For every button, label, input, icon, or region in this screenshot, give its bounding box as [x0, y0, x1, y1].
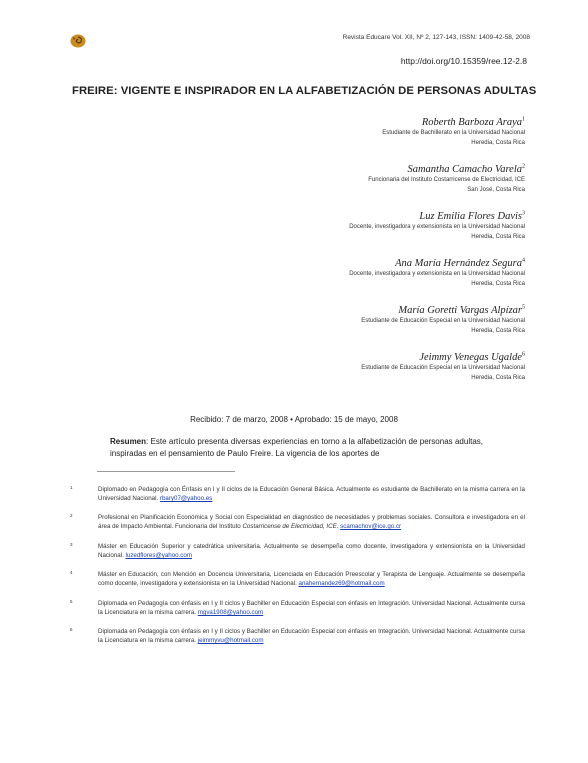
author-name: Jeimmy Venegas Ugalde$^6$ — [419, 351, 525, 363]
footnote-number: 3 — [70, 542, 73, 547]
abstract-label: Resumen — [110, 437, 147, 446]
author-location: Heredia, Costa Rica — [471, 327, 525, 334]
email-link[interactable]: luzedflores@yahoo.com — [125, 552, 192, 560]
author-block — [361, 304, 525, 336]
footnote-text: Máster en Educación Superior y catedrática universitaria. Actualmente se desempeña como docente, investigadora y extensionista en la Universidad Nacional. luzedflores@yahoo.com — [98, 543, 525, 560]
footnote-text: Diplomada en Pedagogía con énfasis en I y II ciclos y Bachiller en Educación Especial con énfasis en Integración. Universidad Nacional. Actualmente cursa la Licenciatura en la misma carrera. jeimmyvu@hotmail.com — [98, 628, 525, 645]
author-affiliation: Estudiante de Bachillerato en la Universidad Nacional — [382, 130, 525, 136]
footnote-number: 6 — [70, 627, 73, 632]
author-block — [349, 210, 525, 242]
author-name: Ana María Hernández Segura$^4$ — [395, 257, 525, 269]
email-link[interactable]: mgva1908@yahoo.com — [197, 609, 264, 617]
email-link[interactable]: anahernandez69@hotmail.com — [298, 580, 385, 588]
doi-link[interactable]: http://doi.org/10.15359/ree.12-2.8 — [400, 56, 527, 66]
footnote-text: Máster en Educación, con Mención en Docencia Universitaria, Licenciada en Educación Preescolar y Terapista de Lenguaje. Actualmente se desempeña como docente, investigadora y extensionista en la Universidad Nacional. anahernandez69@hotmail.com — [98, 571, 525, 588]
author-name: Samantha Camacho Varela$^2$ — [407, 163, 525, 175]
author-name: Roberth Barboza Araya$^1$ — [421, 116, 525, 128]
footnote-text: Profesional en Planificación Económica y Social con Especialidad en diagnóstico de necesidades y problemas sociales. Consultora e investigadora en el área de Impacto Ambiental. Funcionaria del Instituto Costarricense de Electricidad, ICE. scamachov@ice.go.cr — [98, 514, 525, 531]
email-link[interactable]: scamachov@ice.go.cr — [340, 523, 402, 531]
author-affiliation: Funcionaria del Instituto Costarricense de Electricidad, ICE — [368, 177, 525, 183]
footnote-number: 2 — [70, 513, 73, 518]
author-name: María Goretti Vargas Alpízar$^5$ — [398, 304, 525, 316]
author-affiliation: Docente, investigadora y extensionista en la Universidad Nacional — [349, 271, 525, 277]
footnote-number: 1 — [70, 485, 73, 490]
received-approved-dates: Recibido: 7 de marzo, 2008 • Aprobado: 15 de mayo, 2008 — [190, 415, 398, 424]
footnote — [70, 599, 525, 618]
footnote-number: 5 — [70, 599, 73, 604]
author-block — [382, 116, 525, 148]
journal-logo-icon — [70, 34, 86, 48]
author-block — [368, 163, 525, 195]
author-block — [349, 257, 525, 289]
author-affiliation: Estudiante de Educación Especial en la Universidad Nacional — [361, 318, 525, 324]
footnote-text: Diplomada en Pedagogía con énfasis en I y II ciclos y Bachiller en Educación Especial con énfasis en Integración. Universidad Nacional. Actualmente cursa la Licenciatura en la misma carrera. mgva1908@yahoo.com — [98, 600, 525, 617]
author-location: Heredia, Costa Rica — [471, 280, 525, 287]
abstract-text: : Este artículo presenta diversas experiencias en torno a la alfabetización de personas adultas, inspiradas en el pensamiento de Paulo Freire. La vigencia de los aportes de — [110, 437, 483, 458]
author-affiliation: Docente, investigadora y extensionista en la Universidad Nacional — [349, 224, 525, 230]
footnote — [70, 485, 525, 504]
author-location: Heredia, Costa Rica — [471, 374, 525, 381]
author-location: San José, Costa Rica — [467, 186, 525, 193]
footnote — [70, 542, 525, 561]
author-location: Heredia, Costa Rica — [471, 139, 525, 146]
footnote — [70, 570, 525, 589]
author-location: Heredia, Costa Rica — [471, 233, 525, 240]
footnote-text: Diplomado en Pedagogía con Énfasis en I y II ciclos de la Educación General Básica. Actualmente es estudiante de Bachillerato en la misma carrera en la Universidad Nacional. rbary07@yahoo.es — [98, 486, 525, 503]
author-affiliation: Estudiante de Educación Especial en la Universidad Nacional — [361, 365, 525, 371]
author-name: Luz Emilia Flores Davis$^3$ — [419, 210, 525, 222]
abstract-paragraph — [110, 436, 483, 460]
email-link[interactable]: rbary07@yahoo.es — [159, 495, 213, 503]
author-block — [361, 351, 525, 383]
journal-info: Revista Educare Vol. XII, Nº 2, 127-143, ISSN: 1409-42-58, 2008 — [342, 34, 530, 41]
paper-title: FREIRE: VIGENTE E INSPIRADOR EN LA ALFABETIZACIÓN DE PERSONAS ADULTAS — [72, 85, 537, 97]
footnote-number: 4 — [70, 570, 73, 575]
footnote — [70, 627, 525, 646]
footnote-divider — [97, 471, 235, 472]
email-link[interactable]: jeimmyvu@hotmail.com — [197, 637, 264, 645]
footnote — [70, 513, 525, 532]
